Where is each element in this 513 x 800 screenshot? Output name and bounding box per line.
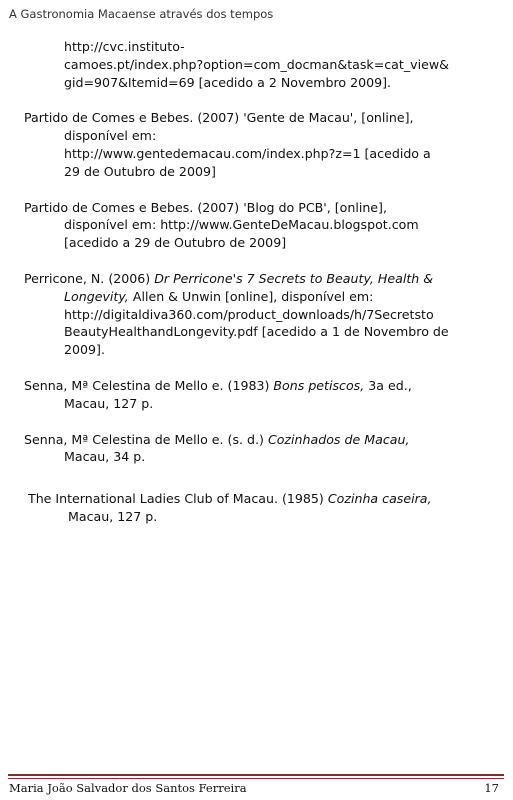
reference-url-line: http://www.gentedemacau.com/index.php?z=1 [acedido a	[64, 145, 431, 161]
reference-author-year: The International Ladies Club of Macau. (1985)	[28, 491, 328, 507]
reference-text-line: Partido de Comes e Bebes. (2007) 'Blog do PCB', [online],	[24, 199, 387, 215]
reference-edition: 3a ed.,	[364, 377, 412, 393]
reference-url-line: BeautyHealthandLongevity.pdf [acedido a 1 de Novembro de	[64, 324, 449, 340]
reference-entry-gente-de-macau	[24, 109, 494, 180]
reference-author-year: Senna, Mª Celestina de Mello e. (1983)	[24, 377, 274, 393]
reference-entry-cozinhados	[24, 431, 494, 467]
reference-text-line	[24, 377, 494, 395]
reference-text-line: Macau, 127 p.	[64, 395, 154, 411]
reference-text-line	[28, 490, 494, 508]
reference-author-year: Perricone, N. (2006)	[24, 270, 155, 286]
reference-url-line: http://digitaldiva360.com/product_downloads/h/7Secretsto	[64, 306, 434, 322]
running-header: A Gastronomia Macaense através dos tempos	[9, 7, 274, 21]
reference-text-line	[24, 288, 494, 306]
reference-text-line: Macau, 34 p.	[64, 449, 146, 465]
reference-entry-cvc	[24, 38, 494, 91]
reference-text-line: 2009].	[64, 342, 105, 358]
reference-text-line	[24, 270, 494, 288]
page-number: 17	[484, 781, 499, 795]
reference-title: Cozinhados de Macau,	[267, 431, 410, 447]
reference-url-line: camoes.pt/index.php?option=com_docman&task=cat_view&	[64, 56, 449, 72]
reference-text-line: Macau, 127 p.	[68, 508, 158, 524]
reference-entry-cozinha-caseira	[24, 490, 494, 526]
reference-list	[24, 38, 494, 526]
reference-text-line: 29 de Outubro de 2009]	[64, 163, 216, 179]
reference-text-line: [acedido a 29 de Outubro de 2009]	[64, 235, 287, 251]
reference-publisher: Allen & Unwin [online], disponível em:	[128, 288, 374, 304]
reference-text-line: disponível em:	[64, 128, 157, 144]
reference-text-line	[24, 431, 494, 449]
reference-title: Dr Perricone's 7 Secrets to Beauty, Health &	[154, 270, 434, 286]
reference-text-line: Partido de Comes e Bebes. (2007) 'Gente de Macau', [online],	[24, 110, 414, 126]
reference-title: Bons petiscos,	[273, 377, 365, 393]
reference-url-line: disponível em: http://www.GenteDeMacau.blogspot.com	[64, 217, 419, 233]
footer-author: Maria João Salvador dos Santos Ferreira	[9, 781, 247, 795]
reference-author-year: Senna, Mª Celestina de Mello e. (s. d.)	[24, 431, 268, 447]
reference-entry-blog-pcb	[24, 199, 494, 252]
reference-title: Longevity,	[64, 288, 129, 304]
reference-url-line: http://cvc.instituto-	[64, 39, 185, 54]
reference-entry-bons-petiscos	[24, 377, 494, 413]
reference-entry-perricone	[24, 270, 494, 359]
reference-url-line: gid=907&Itemid=69 [acedido a 2 Novembro 2009].	[64, 74, 392, 90]
footer-rule	[8, 774, 504, 779]
reference-title: Cozinha caseira,	[327, 491, 432, 507]
